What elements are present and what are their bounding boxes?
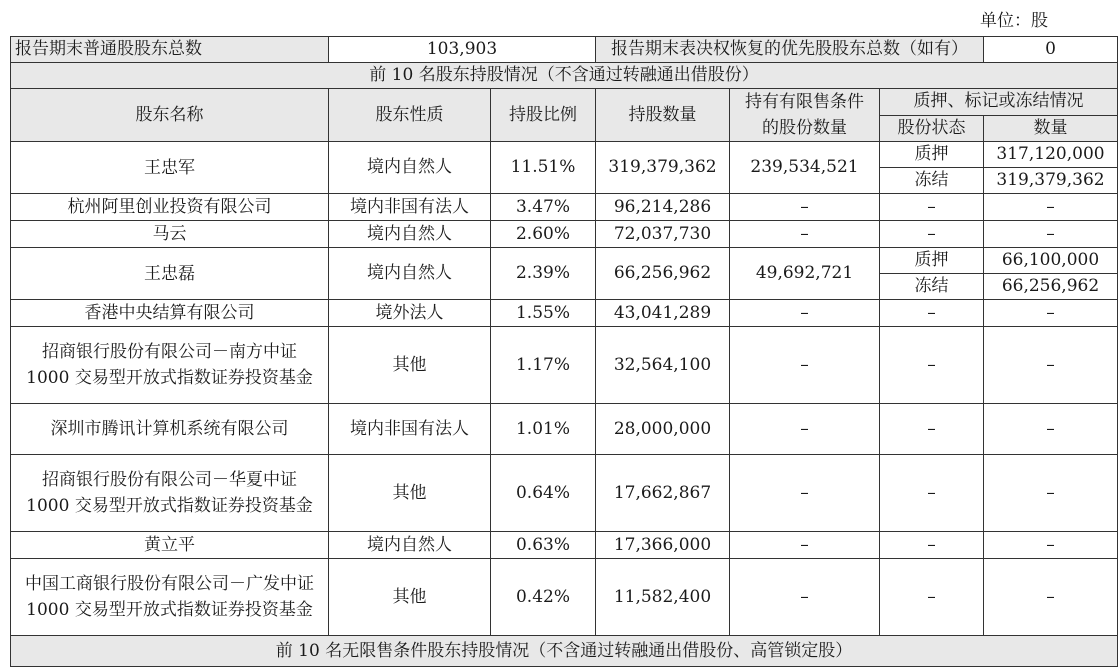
cell-pledge-qty: – (984, 327, 1118, 404)
table-row (11, 532, 1118, 559)
cell-ratio: 1.17% (491, 327, 596, 404)
section-title: 前 10 名股东持股情况（不含通过转融通出借股份） (11, 63, 1118, 89)
cell-pledge-qty: – (984, 455, 1118, 532)
cell-restricted: – (730, 194, 880, 221)
cell-ratio: 0.63% (491, 532, 596, 559)
cell-name: 中国工商银行股份有限公司－广发中证 1000 交易型开放式指数证券投资基金 (11, 559, 329, 636)
cell-restricted: – (730, 559, 880, 636)
cell-pledge-qty: – (984, 194, 1118, 221)
cell-nature: 其他 (329, 559, 491, 636)
cell-ratio: 2.60% (491, 221, 596, 248)
cell-ratio: 3.47% (491, 194, 596, 221)
cell-ratio: 11.51% (491, 142, 596, 194)
cell-restricted: 239,534,521 (730, 142, 880, 194)
cell-restricted: – (730, 404, 880, 455)
cell-name: 王忠军 (11, 142, 329, 194)
header-row (11, 89, 1118, 116)
cell-quantity: 17,662,867 (596, 455, 730, 532)
cell-ratio: 0.42% (491, 559, 596, 636)
cell-pledge-status: – (880, 455, 984, 532)
total-holders-value: 103,903 (329, 37, 596, 63)
cell-pledge-status: – (880, 221, 984, 248)
cell-nature: 境内非国有法人 (329, 194, 491, 221)
cell-quantity: 43,041,289 (596, 300, 730, 327)
cell-pledge-status: – (880, 404, 984, 455)
cell-name: 杭州阿里创业投资有限公司 (11, 194, 329, 221)
cell-pledge-qty: – (984, 404, 1118, 455)
header-restricted: 持有有限售条件的股份数量 (730, 89, 880, 142)
cell-name: 王忠磊 (11, 248, 329, 300)
cell-restricted: – (730, 455, 880, 532)
cell-quantity: 17,366,000 (596, 532, 730, 559)
cell-nature: 境内自然人 (329, 532, 491, 559)
table-row (11, 455, 1118, 532)
cell-name: 招商银行股份有限公司－华夏中证 1000 交易型开放式指数证券投资基金 (11, 455, 329, 532)
cell-pledge-status: – (880, 532, 984, 559)
summary-row (11, 37, 1118, 63)
cell-pledge-status: 质押 (880, 248, 984, 274)
cell-ratio: 1.01% (491, 404, 596, 455)
cell-quantity: 72,037,730 (596, 221, 730, 248)
cell-pledge-status: 冻结 (880, 168, 984, 194)
table-row (11, 404, 1118, 455)
header-name: 股东名称 (11, 89, 329, 142)
cell-pledge-status: – (880, 194, 984, 221)
table-row (11, 142, 1118, 168)
cell-pledge-qty: 66,100,000 (984, 248, 1118, 274)
header-pledge-status: 股份状态 (880, 115, 984, 142)
cell-restricted: 49,692,721 (730, 248, 880, 300)
cell-nature: 境内自然人 (329, 248, 491, 300)
cell-nature: 境内自然人 (329, 221, 491, 248)
cell-name: 马云 (11, 221, 329, 248)
cell-restricted: – (730, 327, 880, 404)
table-row (11, 300, 1118, 327)
cell-quantity: 11,582,400 (596, 559, 730, 636)
cell-nature: 境外法人 (329, 300, 491, 327)
cell-name: 招商银行股份有限公司－南方中证 1000 交易型开放式指数证券投资基金 (11, 327, 329, 404)
cell-pledge-status: 质押 (880, 142, 984, 168)
cell-quantity: 66,256,962 (596, 248, 730, 300)
cell-pledge-status: 冻结 (880, 274, 984, 300)
cell-quantity: 319,379,362 (596, 142, 730, 194)
total-holders-label: 报告期末普通股股东总数 (11, 37, 329, 63)
cell-restricted: – (730, 532, 880, 559)
preferred-holders-label: 报告期末表决权恢复的优先股股东总数（如有） (596, 37, 984, 63)
cell-name: 黄立平 (11, 532, 329, 559)
header-quantity: 持股数量 (596, 89, 730, 142)
footer-section-row (11, 636, 1118, 667)
cell-name: 深圳市腾讯计算机系统有限公司 (11, 404, 329, 455)
header-pledge-group: 质押、标记或冻结情况 (880, 89, 1118, 116)
cell-pledge-qty: – (984, 221, 1118, 248)
shareholder-table (10, 36, 1118, 667)
cell-nature: 境内自然人 (329, 142, 491, 194)
preferred-holders-value: 0 (984, 37, 1118, 63)
cell-pledge-qty: 317,120,000 (984, 142, 1118, 168)
header-pledge-qty: 数量 (984, 115, 1118, 142)
cell-ratio: 2.39% (491, 248, 596, 300)
cell-nature: 境内非国有法人 (329, 404, 491, 455)
cell-pledge-status: – (880, 300, 984, 327)
header-ratio: 持股比例 (491, 89, 596, 142)
cell-restricted: – (730, 300, 880, 327)
cell-pledge-qty: – (984, 300, 1118, 327)
table-row (11, 327, 1118, 404)
cell-pledge-qty: – (984, 532, 1118, 559)
cell-nature: 其他 (329, 455, 491, 532)
cell-pledge-qty: 66,256,962 (984, 274, 1118, 300)
cell-restricted: – (730, 221, 880, 248)
cell-pledge-status: – (880, 327, 984, 404)
cell-pledge-status: – (880, 559, 984, 636)
cell-pledge-qty: – (984, 559, 1118, 636)
section-title-row (11, 63, 1118, 89)
table-row (11, 248, 1118, 274)
unit-label: 单位：股 (980, 11, 1048, 31)
cell-quantity: 96,214,286 (596, 194, 730, 221)
cell-quantity: 32,564,100 (596, 327, 730, 404)
cell-quantity: 28,000,000 (596, 404, 730, 455)
table-row (11, 194, 1118, 221)
cell-ratio: 1.55% (491, 300, 596, 327)
table-row (11, 559, 1118, 636)
cell-pledge-qty: 319,379,362 (984, 168, 1118, 194)
cell-name: 香港中央结算有限公司 (11, 300, 329, 327)
cell-ratio: 0.64% (491, 455, 596, 532)
footer-section-title: 前 10 名无限售条件股东持股情况（不含通过转融通出借股份、高管锁定股） (11, 636, 1118, 667)
header-nature: 股东性质 (329, 89, 491, 142)
cell-nature: 其他 (329, 327, 491, 404)
table-row (11, 221, 1118, 248)
